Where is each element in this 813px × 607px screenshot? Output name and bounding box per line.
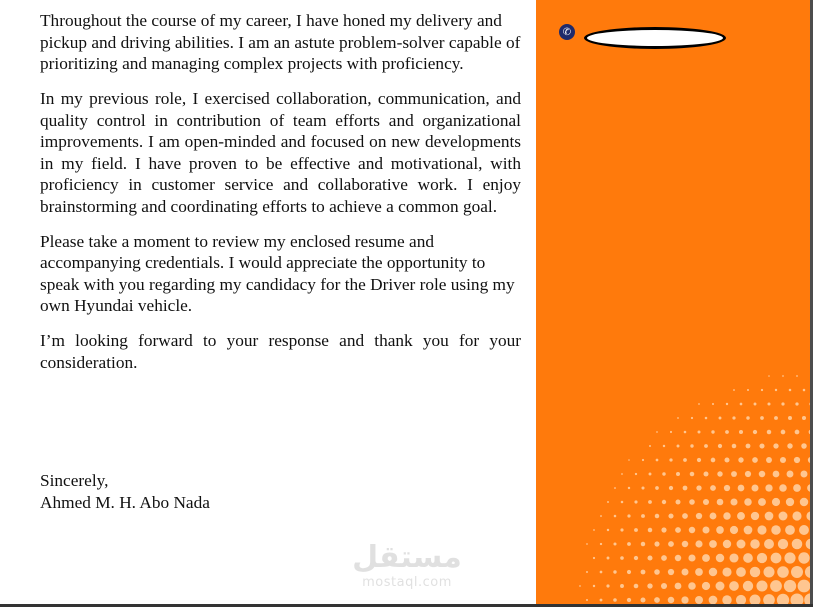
- closing-salutation: Sincerely,: [40, 471, 109, 490]
- redacted-phone-number: [584, 27, 726, 49]
- letter-closing: [40, 470, 210, 513]
- paragraph-previous-role: In my previous role, I exercised collaboration, communication, and quality control in contribution of team efforts and organizational improvements. I am open-minded and focused on new developments in my field. I have proven to be effective and motivational, with proficiency in customer service and collaborative work. I enjoy brainstorming and coordinating efforts to achieve a common goal.: [40, 89, 521, 216]
- paragraph-career: Throughout the course of my career, I have honed my delivery and pickup and driving abilities. I am an astute problem-solver capable of prioritizing and managing complex projects with proficiency.: [40, 11, 521, 73]
- halftone-dot-pattern: [536, 0, 813, 607]
- orange-sidebar: [536, 0, 813, 607]
- phone-icon: ✆: [559, 24, 575, 40]
- mostaql-watermark: [352, 540, 462, 596]
- watermark-logo: مستقل: [352, 540, 462, 575]
- letter-body: [40, 10, 521, 387]
- paragraph-resume: Please take a moment to review my enclosed resume and accompanying credentials. I would appreciate the opportunity to speak with you regarding my candidacy for the Driver role using my own Hyundai vehicle.: [40, 231, 515, 315]
- paragraph-thanks: I’m looking forward to your response and thank you for your consideration.: [40, 331, 521, 372]
- signature-name: Ahmed M. H. Abo Nada: [40, 492, 210, 512]
- watermark-site: mostaql.com: [362, 575, 452, 590]
